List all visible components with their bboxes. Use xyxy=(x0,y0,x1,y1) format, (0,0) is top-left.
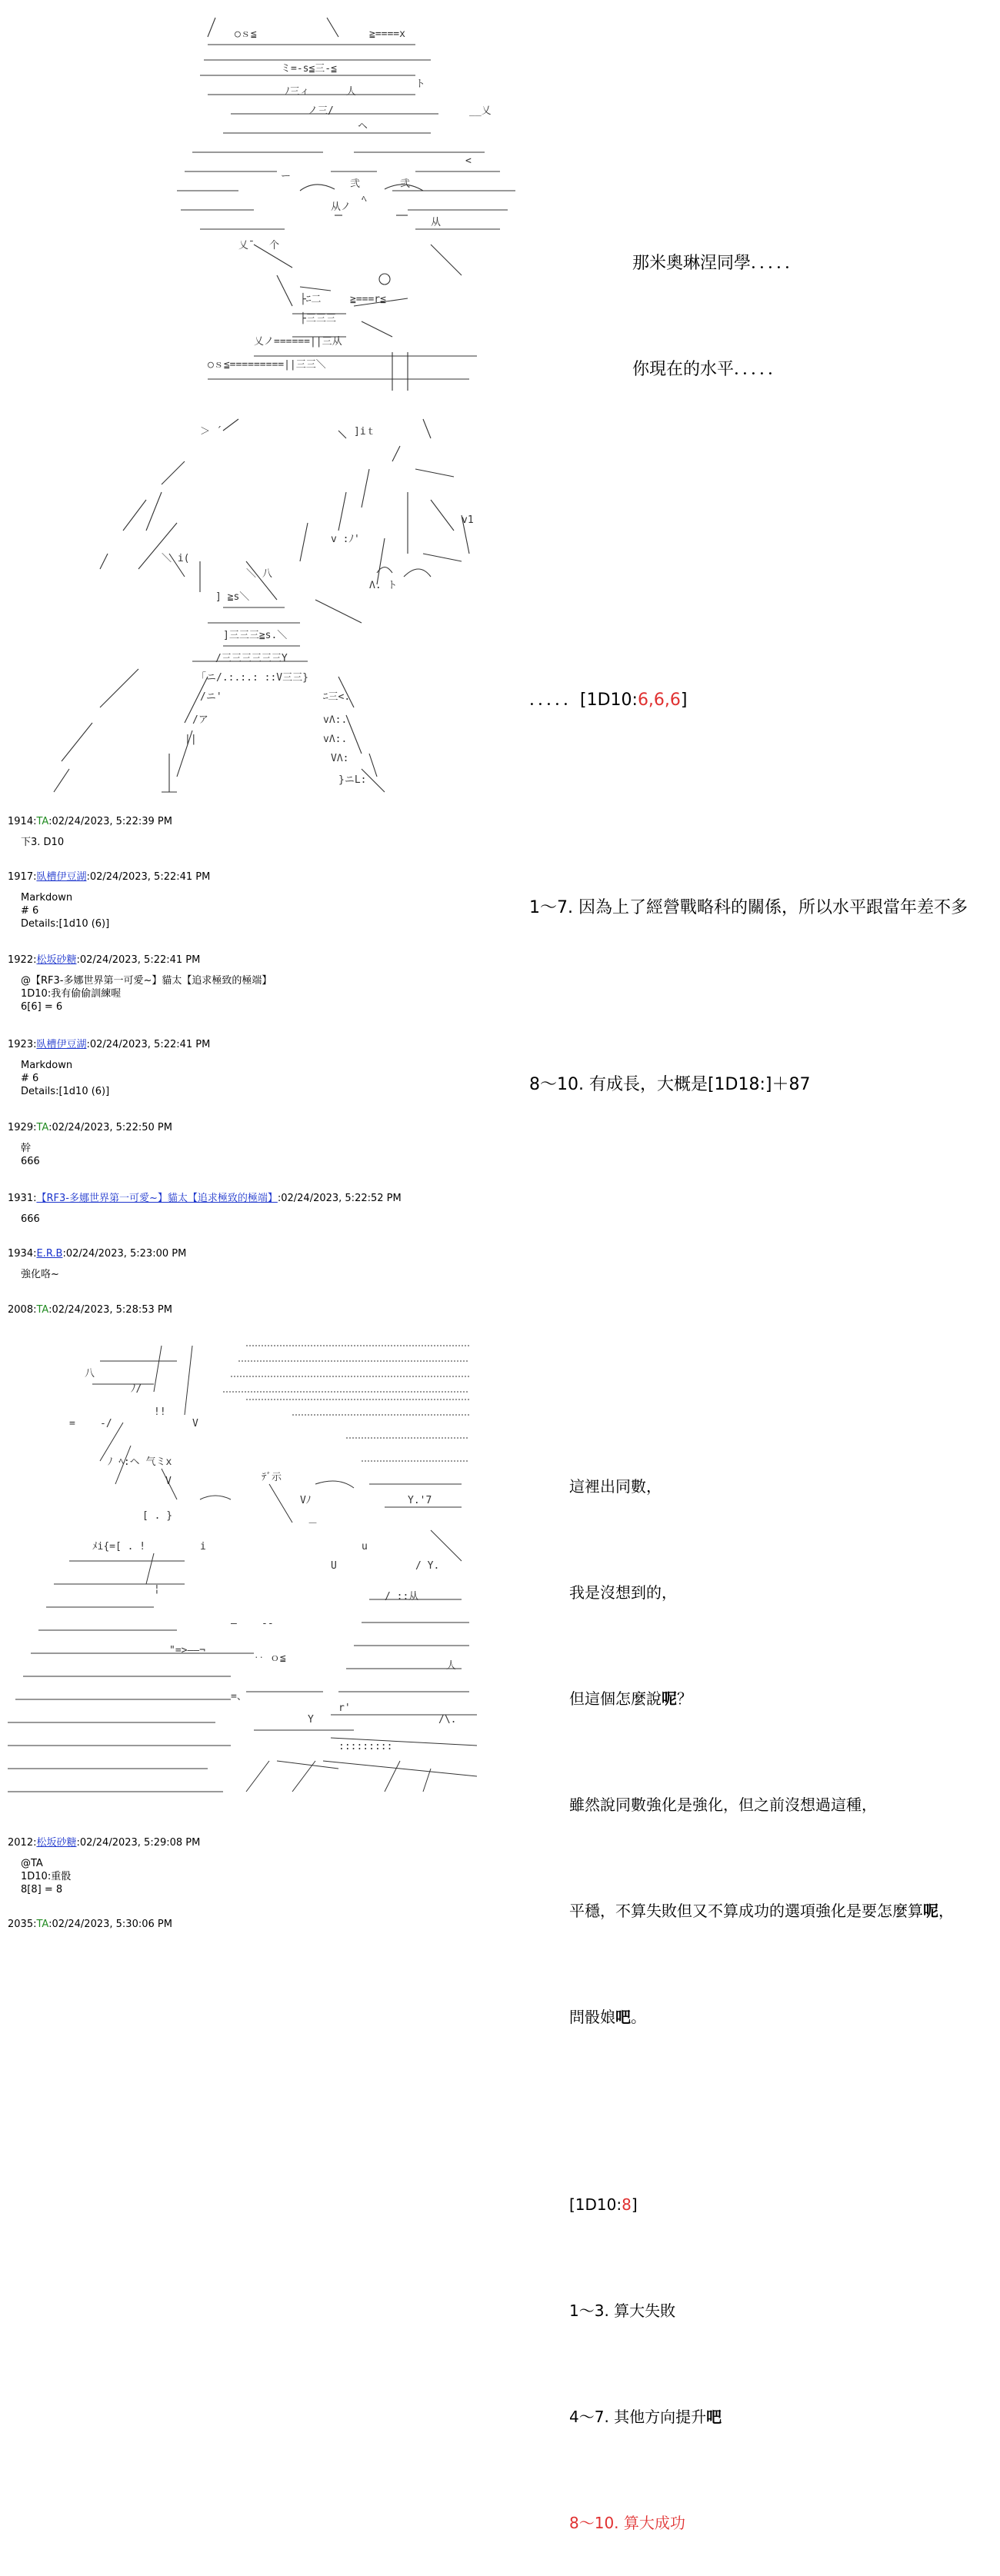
post-time: :02/24/2023, 5:22:41 PM xyxy=(86,871,211,883)
svg-text:}ニL:: }ニL: xyxy=(338,774,367,786)
post-user-link[interactable]: 【RF3-多娜世界第一可愛~】貓太【追求極致的極端】 xyxy=(36,1193,278,1204)
text-bold: 吧 xyxy=(615,2008,631,2026)
text-bold: 呢 xyxy=(662,1689,677,1708)
narration-block-1 xyxy=(632,175,802,423)
post-body: 幹 666 xyxy=(21,1143,40,1167)
post-body: @TA 1D10:重骰 8[8] = 8 xyxy=(21,1858,72,1895)
post-user: TA xyxy=(36,1304,49,1316)
post-user-link[interactable]: 臥槽伊豆湖 xyxy=(36,1039,87,1050)
svg-text:Λ. ト: Λ. ト xyxy=(369,580,398,591)
narration-block-3 xyxy=(569,1398,954,2576)
post-header xyxy=(8,1836,200,1849)
svg-text:Y.'7: Y.'7 xyxy=(408,1495,432,1506)
roll-line xyxy=(569,2187,954,2222)
post-user: TA xyxy=(36,816,49,827)
svg-text:ノ三/: ノ三/ xyxy=(308,105,334,117)
post-number: 1934: xyxy=(8,1248,37,1260)
narration-line xyxy=(569,1893,954,1929)
svg-text:=: = xyxy=(69,1418,75,1429)
svg-text:vΛ:.: vΛ:. xyxy=(323,734,348,745)
svg-text:=、: =、 xyxy=(231,1691,247,1702)
svg-text:||: || xyxy=(185,734,197,745)
svg-text:/ア: /ア xyxy=(192,714,208,726)
text-segment: 平穩，不算失敗但又不算成功的選項強化是要怎麼算 xyxy=(569,1902,923,1920)
svg-text:Y: Y xyxy=(308,1714,314,1726)
svg-text:＞ ´: ＞ ´ xyxy=(200,426,222,438)
post-time: :02/24/2023, 5:22:50 PM xyxy=(48,1122,172,1133)
svg-text:ﾉ/: ﾉ/ xyxy=(131,1383,142,1395)
narration-block-2 xyxy=(529,612,968,1138)
post-time: :02/24/2023, 5:22:39 PM xyxy=(48,816,172,827)
svg-text:r': r' xyxy=(338,1702,351,1714)
svg-text:Vﾉ: Vﾉ xyxy=(300,1495,312,1506)
svg-text:＼ i(: ＼ i( xyxy=(162,553,190,564)
svg-text:○ｓ≦=========||三三＼: ○ｓ≦=========||三三＼ xyxy=(208,359,326,371)
svg-text:ー: ー xyxy=(281,171,292,182)
svg-text::::::::::: ::::::::: xyxy=(338,1741,393,1752)
svg-text:i: i xyxy=(200,1541,206,1553)
svg-text:-/: -/ xyxy=(100,1418,112,1429)
svg-text:u: u xyxy=(362,1541,368,1553)
post-1934 xyxy=(8,1247,186,1281)
text-segment: 4～7. 其他方向提升 xyxy=(569,2408,707,2426)
svg-text:乂¯: 乂¯ xyxy=(238,240,255,251)
post-2008 xyxy=(8,1303,172,1316)
post-body: 666 xyxy=(21,1213,40,1225)
svg-text:U: U xyxy=(331,1560,337,1572)
post-number: 1922: xyxy=(8,954,37,966)
ascii-art-character-1-lines xyxy=(162,14,562,391)
svg-text:v :ﾉ': v :ﾉ' xyxy=(331,534,360,545)
post-header xyxy=(8,1303,172,1316)
svg-text:]iｔ: ]iｔ xyxy=(354,426,376,438)
svg-text:[ . }: [ . } xyxy=(142,1510,173,1522)
svg-text:≧====x: ≧====x xyxy=(369,28,405,40)
narration-line: 我是沒想到的， xyxy=(569,1583,677,1602)
svg-text:ヘ: ヘ xyxy=(358,121,368,132)
svg-text:VΛ:: VΛ: xyxy=(331,753,349,764)
option-line-highlighted: 8～10. 算大成功 xyxy=(569,2514,685,2532)
post-time: :02/24/2023, 5:22:52 PM xyxy=(277,1193,402,1204)
narration-line: 那米奧琳涅同學．．．．． xyxy=(632,254,802,273)
post-time: :02/24/2023, 5:22:41 PM xyxy=(76,954,201,966)
svg-text:ト: ト xyxy=(415,78,426,90)
text-segment: 。 xyxy=(631,2008,646,2026)
narration-line: 這裡出同數， xyxy=(569,1477,662,1496)
svg-text:—: — xyxy=(231,1618,237,1629)
post-header xyxy=(8,1192,402,1205)
svg-text:ﾆ三<.: ﾆ三<. xyxy=(323,691,351,703)
post-header xyxy=(8,1038,210,1051)
svg-text:弐: 弐 xyxy=(350,178,361,190)
svg-text:ﾃﾞ示: ﾃﾞ示 xyxy=(262,1472,282,1483)
svg-text:V: V xyxy=(165,1476,172,1487)
roll-prefix: ．．．．．[1D10: xyxy=(529,691,638,710)
svg-text:○ｓ≦: ○ｓ≦ xyxy=(235,28,257,40)
post-header xyxy=(8,1247,186,1260)
svg-text:] ≧s＼: ] ≧s＼ xyxy=(215,591,250,603)
post-1922 xyxy=(8,954,272,1013)
post-time: :02/24/2023, 5:30:06 PM xyxy=(48,1919,172,1930)
roll-line xyxy=(529,683,968,718)
post-1917 xyxy=(8,870,210,930)
post-user-link[interactable]: 松坂砂糖 xyxy=(36,1837,77,1849)
svg-text:‥ ｏ≦: ‥ ｏ≦ xyxy=(254,1652,286,1664)
svg-text:¦: ¦ xyxy=(154,1583,160,1595)
svg-text:≧===r≦: ≧===r≦ xyxy=(350,294,386,305)
post-header xyxy=(8,1121,172,1134)
svg-text:ﾍ: ﾍ xyxy=(362,194,367,205)
svg-text:/ ::从: / ::从 xyxy=(385,1591,419,1603)
post-user-link[interactable]: 松坂砂糖 xyxy=(36,954,77,966)
post-number: 2035: xyxy=(8,1919,37,1930)
svg-text:V: V xyxy=(192,1418,198,1429)
svg-text:├三三三: ├三三三 xyxy=(300,313,336,324)
svg-text:!!: !! xyxy=(154,1406,166,1418)
svg-text:]三三三≧s.＼: ]三三三≧s.＼ xyxy=(223,630,288,641)
svg-text:弐: 弐 xyxy=(400,178,411,190)
post-header xyxy=(8,815,172,828)
post-number: 1914: xyxy=(8,816,37,827)
narration-line: 你現在的水平．．．．． xyxy=(632,360,785,379)
post-header xyxy=(8,1918,172,1931)
svg-text:ﾉ ﾍ:ヘ 气ミx: ﾉ ﾍ:ヘ 气ミx xyxy=(108,1456,172,1468)
post-user-link[interactable]: 臥槽伊豆湖 xyxy=(36,871,87,883)
post-header xyxy=(8,870,210,884)
post-number: 2008: xyxy=(8,1304,37,1316)
post-2012 xyxy=(8,1836,200,1896)
svg-text:ミ=-s≦三-≦: ミ=-s≦三-≦ xyxy=(281,63,337,75)
post-1914 xyxy=(8,815,172,849)
svg-text:/ニ': /ニ' xyxy=(200,691,222,703)
text-segment: ， xyxy=(938,1902,954,1920)
narration-line xyxy=(569,1681,954,1716)
narration-line: 1～7. 因為上了經營戰略科的關係，所以水平跟當年差不多 xyxy=(529,898,968,917)
svg-text:人: 人 xyxy=(346,86,357,98)
svg-text:v1: v1 xyxy=(462,514,474,526)
svg-text:乂ノ======||三从: 乂ノ======||三从 xyxy=(254,336,342,348)
post-time: :02/24/2023, 5:28:53 PM xyxy=(48,1304,172,1316)
post-body: Markdown # 6 Details:[1d10 (6)] xyxy=(21,1060,110,1097)
text-segment: 但這個怎麼說 xyxy=(569,1689,662,1708)
svg-text:＼ 八: ＼ 八 xyxy=(246,568,272,580)
svg-text:/三三三三三三Y: /三三三三三三Y xyxy=(215,653,288,664)
post-body: 強化咯~ xyxy=(21,1269,59,1280)
text-segment: 問骰娘 xyxy=(569,2008,615,2026)
narration-line xyxy=(569,1999,954,2035)
post-body: 下3. D10 xyxy=(21,837,65,848)
text-bold: 呢 xyxy=(923,1902,938,1920)
post-1929 xyxy=(8,1121,172,1168)
option-line xyxy=(569,2399,954,2435)
roll-result: 6,6,6 xyxy=(637,691,681,710)
svg-text:个: 个 xyxy=(269,240,280,251)
post-body: @【RF3-多娜世界第一可愛~】貓太【追求極致的極端】 1D10:我有偷偷訓練喔 6[6] = 6 xyxy=(21,975,272,1013)
post-number: 1917: xyxy=(8,871,37,883)
post-time: :02/24/2023, 5:23:00 PM xyxy=(62,1248,187,1260)
text-segment: ？ xyxy=(677,1689,692,1708)
svg-text:－: － xyxy=(308,1518,318,1529)
roll-result: 8 xyxy=(622,2195,632,2214)
post-user: TA xyxy=(36,1919,49,1930)
ascii-art-character-2-lines xyxy=(46,415,492,800)
svg-text:「ニ/.:.:.: ::V三三}: 「ニ/.:.:.: ::V三三} xyxy=(196,672,308,684)
svg-text:/\.: /\. xyxy=(438,1714,457,1726)
svg-text:ﾒi{=[ . !: ﾒi{=[ . ! xyxy=(92,1541,146,1553)
svg-text:--: -- xyxy=(262,1618,274,1629)
post-number: 2012: xyxy=(8,1837,37,1849)
roll-suffix: ] xyxy=(680,691,688,710)
svg-text:/ Y.: / Y. xyxy=(415,1560,440,1572)
svg-text:从ノ: 从ノ xyxy=(331,201,352,213)
post-body: Markdown # 6 Details:[1d10 (6)] xyxy=(21,892,110,930)
option-line: 1～3. 算大失敗 xyxy=(569,2301,676,2320)
svg-text:├ﾆ二: ├ﾆ二 xyxy=(300,294,322,305)
post-time: :02/24/2023, 5:29:08 PM xyxy=(76,1837,201,1849)
post-user-link[interactable]: E.R.B xyxy=(36,1248,63,1260)
text-bold: 吧 xyxy=(706,2408,722,2426)
post-1923 xyxy=(8,1038,210,1098)
roll-prefix: [1D10: xyxy=(569,2195,622,2214)
svg-text:从: 从 xyxy=(431,217,442,228)
svg-text:"=>——¬: "=>——¬ xyxy=(169,1645,205,1656)
svg-text:ﾉ三ィ: ﾉ三ィ xyxy=(285,86,310,98)
svg-text:八: 八 xyxy=(85,1368,95,1380)
post-number: 1929: xyxy=(8,1122,37,1133)
svg-text:人: 人 xyxy=(446,1660,457,1672)
post-number: 1923: xyxy=(8,1039,37,1050)
post-number: 1931: xyxy=(8,1193,37,1204)
narration-line: 雖然說同數強化是強化，但之前沒想過這種， xyxy=(569,1796,877,1814)
post-1931 xyxy=(8,1192,402,1226)
post-user: TA xyxy=(36,1122,49,1133)
ascii-art-character-3-lines xyxy=(0,1330,492,1815)
post-2035 xyxy=(8,1918,172,1931)
post-time: :02/24/2023, 5:22:41 PM xyxy=(86,1039,211,1050)
svg-text:vΛ:.: vΛ:. xyxy=(323,714,348,726)
svg-text:<: < xyxy=(465,155,472,167)
narration-line: 8～10. 有成長，大概是[1D18:]＋87 xyxy=(529,1075,811,1094)
post-header xyxy=(8,954,272,967)
roll-suffix: ] xyxy=(631,2195,638,2214)
svg-text:__乂: __乂 xyxy=(469,105,492,117)
